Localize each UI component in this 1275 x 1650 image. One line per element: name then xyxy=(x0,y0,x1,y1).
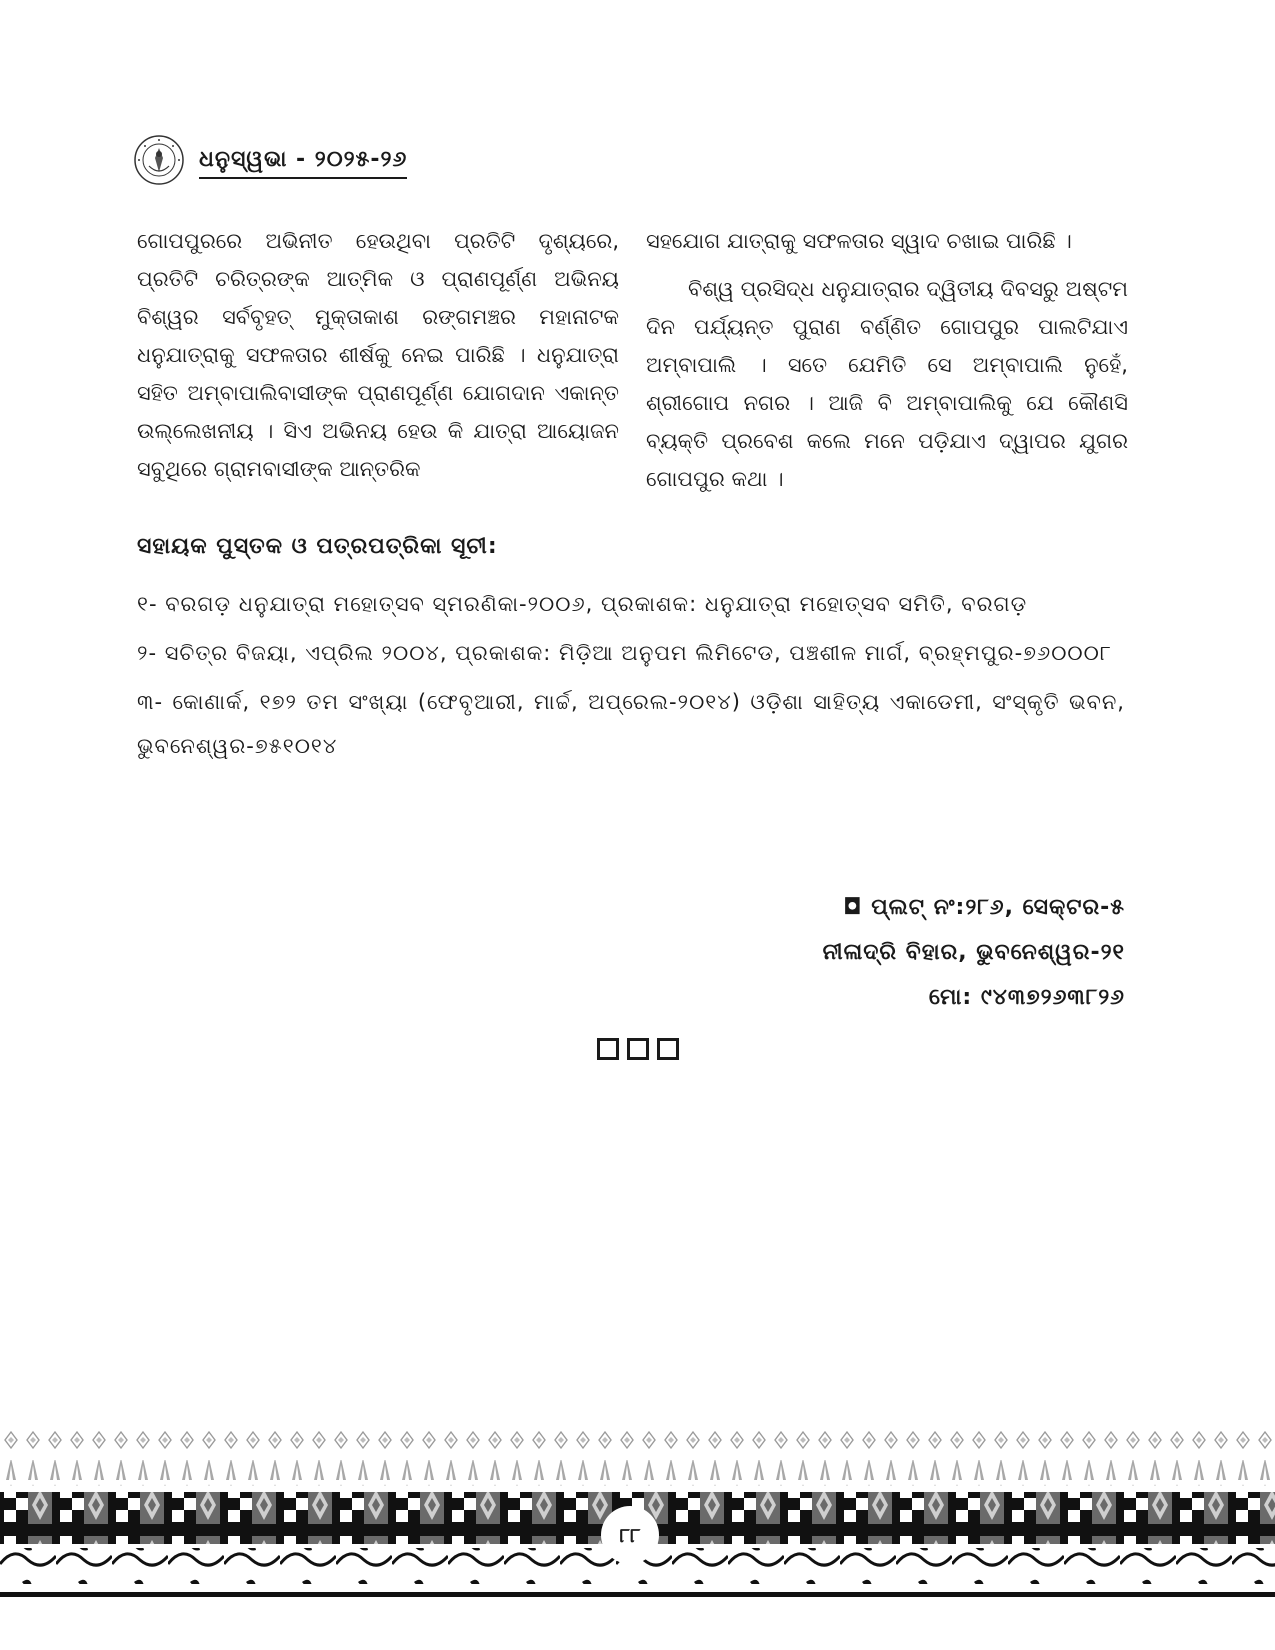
author-address xyxy=(823,885,1125,1020)
body-paragraph-continuation: ସହଯୋଗ ଯାତ୍ରାକୁ ସଫଳତାର ସ୍ୱାଦ ଚଖାଇ ପାରିଛି । xyxy=(646,229,1072,253)
reference-item: ୧- ବରଗଡ଼ ଧନୁଯାତ୍ରା ମହୋତ୍ସବ ସ୍ମରଣିକା-୨୦୦୬, ପ୍ରକାଶକ: ଧନୁଯାତ୍ରା ମହୋତ୍ସବ ସମିତି, ବରଗଡ଼ xyxy=(137,592,1028,616)
references-heading: ସହାୟକ ପୁସ୍ତକ ଓ ପତ୍ରପତ୍ରିକା ସୂଚୀ: xyxy=(137,534,498,559)
body-column-left xyxy=(137,222,619,488)
body-paragraph: ବିଶ୍ୱ ପ୍ରସିଦ୍ଧ ଧନୁଯାତ୍ରାର ଦ୍ୱିତୀୟ ଦିବସରୁ ଅଷ୍ଟମ ଦିନ ପର୍ଯ୍ୟନ୍ତ ପୁରାଣ ବର୍ଣ୍ଣିତ ଗୋପପୁର ପାଲଟିଯାଏ ଅମ୍ବାପାଲି । ସତେ ଯେମିତି ସେ ଅମ୍ବାପାଲି ନୁହେଁ, ଶ୍ରୀଗୋପ ନଗର । ଆଜି ବି ଅମ୍ବାପାଲିକୁ ଯେ କୌଣସି ବ୍ୟକ୍ତି ପ୍ରବେଶ କଲେ ମନେ ପଡ଼ିଯାଏ ଦ୍ୱାପର ଯୁଗର ଗୋପପୁର କଥା । xyxy=(646,277,1128,491)
phone-number: ମୋ: ୯୪୩୭୨୬୩୮୨୬ xyxy=(928,985,1125,1010)
three-squares-icon xyxy=(0,1038,1275,1064)
circular-emblem-icon xyxy=(133,134,185,186)
page-header xyxy=(133,133,407,187)
running-header-title: ଧନୁସ୍ୱଭା - ୨୦୨୫-୨୬ xyxy=(199,147,407,179)
page-number: ୮୮ xyxy=(601,1506,659,1564)
references-list xyxy=(137,582,1125,773)
address-line: ◘ ପ୍ଲଟ୍ ନଂ:୨୮୬, ସେକ୍ଟର-୫ xyxy=(843,895,1125,920)
reference-item: ୨- ସଚିତ୍ର ବିଜୟା, ଏପ୍ରିଲ ୨୦୦୪, ପ୍ରକାଶକ: ମିଡ଼ିଆ ଅନୁପମ ଲିମିଟେଡ, ପଞ୍ଚଶୀଳ ମାର୍ଗ, ବ୍ରହ୍ମପୁର-୭୬୦୦୦୮ xyxy=(137,641,1112,665)
reference-item: ୩- କୋଣାର୍କ, ୧୭୨ ତମ ସଂଖ୍ୟା (ଫେବୃଆରୀ, ମାର୍ଚ୍ଚ, ଅପ୍ରେଲ-୨୦୧୪) ଓଡ଼ିଶା ସାହିତ୍ୟ ଏକାଡେମୀ, ସଂସ୍କୃତି ଭବନ, ଭୁବନେଶ୍ୱର-୭୫୧୦୧୪ xyxy=(137,690,1125,758)
address-line: ନୀଳାଦ୍ରି ବିହାର, ଭୁବନେଶ୍ୱର-୨୧ xyxy=(822,940,1125,965)
body-column-right xyxy=(646,222,1128,498)
body-paragraph: ଗୋପପୁରରେ ଅଭିନୀତ ହେଉଥିବା ପ୍ରତିଟି ଦୃଶ୍ୟରେ, ପ୍ରତିଟି ଚରିତ୍ରଙ୍କ ଆତ୍ମିକ ଓ ପ୍ରାଣପୂର୍ଣ୍ଣ ଅଭିନୟ ବିଶ୍ୱର ସର୍ବବୃହତ୍ ମୁକ୍ତାକାଶ ରଙ୍ଗମଞ୍ଚର ମହାନାଟକ ଧନୁଯାତ୍ରାକୁ ସଫଳତାର ଶୀର୍ଷକୁ ନେଇ ପାରିଛି । ଧନୁଯାତ୍ରା ସହିତ ଅମ୍ବାପାଲିବାସୀଙ୍କ ପ୍ରାଣପୂର୍ଣ୍ଣ ଯୋଗଦାନ ଏକାନ୍ତ ଉଲ୍ଲେଖନୀୟ । ସିଏ ଅଭିନୟ ହେଉ କି ଯାତ୍ରା ଆୟୋଜନ ସବୁଥିରେ ଗ୍ରାମବାସୀଙ୍କ ଆନ୍ତରିକ xyxy=(137,229,619,481)
